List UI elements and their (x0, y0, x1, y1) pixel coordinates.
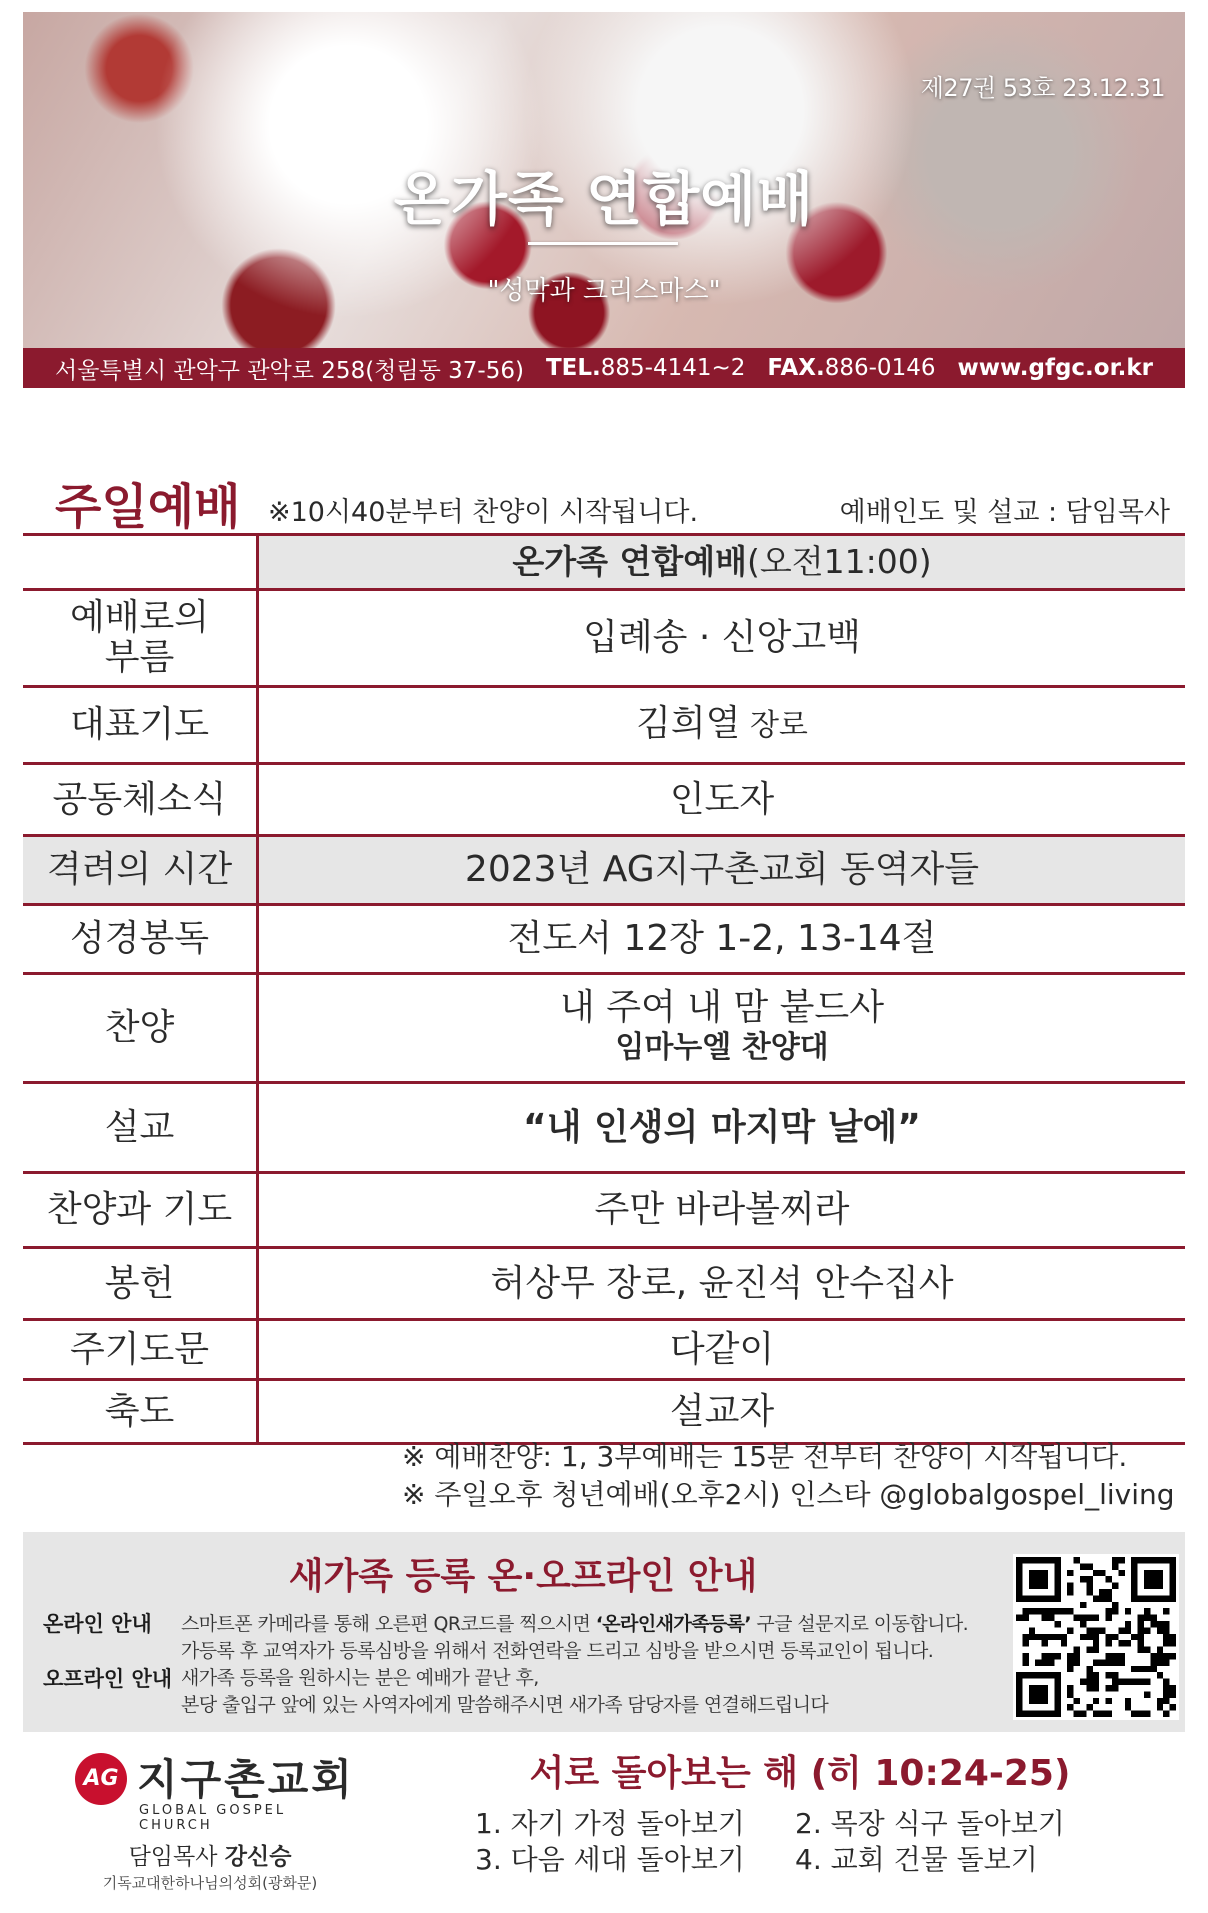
order-label-call-to-worship: 예배로의 부름 (23, 590, 258, 687)
church-name-en: GLOBAL GOSPEL CHURCH (139, 1803, 287, 1833)
table-row (23, 1380, 1185, 1444)
order-value: 주만 바라볼찌라 (258, 1173, 1186, 1248)
table-row (23, 1083, 1185, 1173)
note-youth-service: ※ 주일오후 청년예배(오후2시) 인스타 @globalgospel_living (402, 1478, 1175, 1511)
order-label: 공동체소식 (23, 764, 258, 836)
order-value: 내 주여 내 맘 붙드사 임마누엘 찬양대 (258, 974, 1186, 1083)
sunday-title: 주일예배 (55, 479, 241, 535)
phone: TEL.885-4141~2 (545, 355, 746, 381)
order-label: 봉헌 (23, 1248, 258, 1320)
sunday-service-heading (23, 468, 1185, 535)
header-banner (23, 12, 1185, 388)
order-label: 대표기도 (23, 687, 258, 764)
year-goal-4: 4. 교회 건물 돌보기 (795, 1843, 1038, 1876)
service-notes (402, 1438, 1175, 1514)
table-row (23, 836, 1185, 905)
website-link[interactable]: www.gfgc.or.kr (957, 355, 1154, 381)
order-value: 김희열 장로 (258, 687, 1186, 764)
service-name: 온가족 연합예배(오전11:00) (258, 535, 1186, 590)
table-row (23, 1248, 1185, 1320)
offline-label: 오프라인 안내 (43, 1667, 173, 1691)
year-goal-3: 3. 다음 세대 돌아보기 (475, 1843, 745, 1876)
order-value: 2023년 AG지구촌교회 동역자들 (258, 836, 1186, 905)
order-label: 찬양과 기도 (23, 1173, 258, 1248)
order-label: 축도 (23, 1380, 258, 1444)
order-value: 전도서 12장 1-2, 13-14절 (258, 905, 1186, 974)
order-value: 인도자 (258, 764, 1186, 836)
registration-box (23, 1532, 1185, 1732)
table-row (23, 974, 1185, 1083)
order-label: 찬양 (23, 974, 258, 1083)
order-of-service (23, 533, 1185, 1445)
offline-text-2: 본당 출입구 앞에 있는 사역자에게 말씀해주시면 새가족 담당자를 연결해드립니다 (181, 1694, 829, 1716)
service-leader: 예배인도 및 설교 : 담임목사 (839, 497, 1170, 528)
denomination: 기독교대한하나님의성회(광화문) (102, 1874, 318, 1892)
online-text-1: 스마트폰 카메라를 통해 오른편 QR코드를 찍으시면 ‘온라인새가족등록’ 구글 설문지로 이동합니다. (181, 1613, 969, 1635)
sermon-title: “내 인생의 마지막 날에” (258, 1083, 1186, 1173)
order-label: 성경봉독 (23, 905, 258, 974)
bulletin-subtitle: "성막과 크리스마스" (487, 276, 721, 306)
table-row (23, 1320, 1185, 1380)
order-label: 격려의 시간 (23, 836, 258, 905)
note-praise-time: ※ 예배찬양: 1, 3부예배는 15분 전부터 찬양이 시작됩니다. (402, 1440, 1128, 1473)
qr-code-icon[interactable] (1013, 1554, 1179, 1720)
table-row (23, 1173, 1185, 1248)
title-divider (528, 242, 678, 245)
table-row (23, 764, 1185, 836)
empty-header-cell (23, 535, 258, 590)
contact-bar (23, 348, 1185, 388)
fax: FAX.886-0146 (767, 355, 936, 381)
service-header-row (23, 535, 1185, 590)
online-text-2: 가등록 후 교역자가 등록심방을 위해서 전화연락을 드리고 심방을 받으시면 등록교인이 됩니다. (181, 1640, 934, 1662)
order-label: 설교 (23, 1083, 258, 1173)
registration-title: 새가족 등록 온·오프라인 안내 (288, 1556, 758, 1597)
church-logo (75, 1747, 365, 1847)
senior-pastor: 담임목사 강신승 (128, 1844, 292, 1870)
church-name: 지구촌교회 (137, 1755, 355, 1804)
order-value: 입례송 · 신앙고백 (258, 590, 1186, 687)
ag-logo-icon: AG (75, 1753, 127, 1805)
year-theme-title: 서로 돌아보는 해 (히 10:24-25) (529, 1753, 1071, 1794)
order-value: 허상무 장로, 윤진석 안수집사 (258, 1248, 1186, 1320)
praise-start-note: ※10시40분부터 찬양이 시작됩니다. (268, 497, 699, 528)
table-row (23, 590, 1185, 687)
order-label: 주기도문 (23, 1320, 258, 1380)
bulletin-title: 온가족 연합예배 (393, 165, 815, 233)
offline-text-1: 새가족 등록을 원하시는 분은 예배가 끝난 후, (181, 1667, 539, 1689)
year-goal-2: 2. 목장 식구 돌아보기 (795, 1807, 1065, 1840)
address: 서울특별시 관악구 관악로 258(청림동 37-56) (54, 357, 524, 384)
table-row (23, 687, 1185, 764)
order-value: 설교자 (258, 1380, 1186, 1444)
issue-number: 제27권 53호 23.12.31 (920, 74, 1165, 102)
year-goal-1: 1. 자기 가정 돌아보기 (475, 1807, 745, 1840)
order-value: 다같이 (258, 1320, 1186, 1380)
table-row (23, 905, 1185, 974)
online-label: 온라인 안내 (43, 1612, 152, 1636)
